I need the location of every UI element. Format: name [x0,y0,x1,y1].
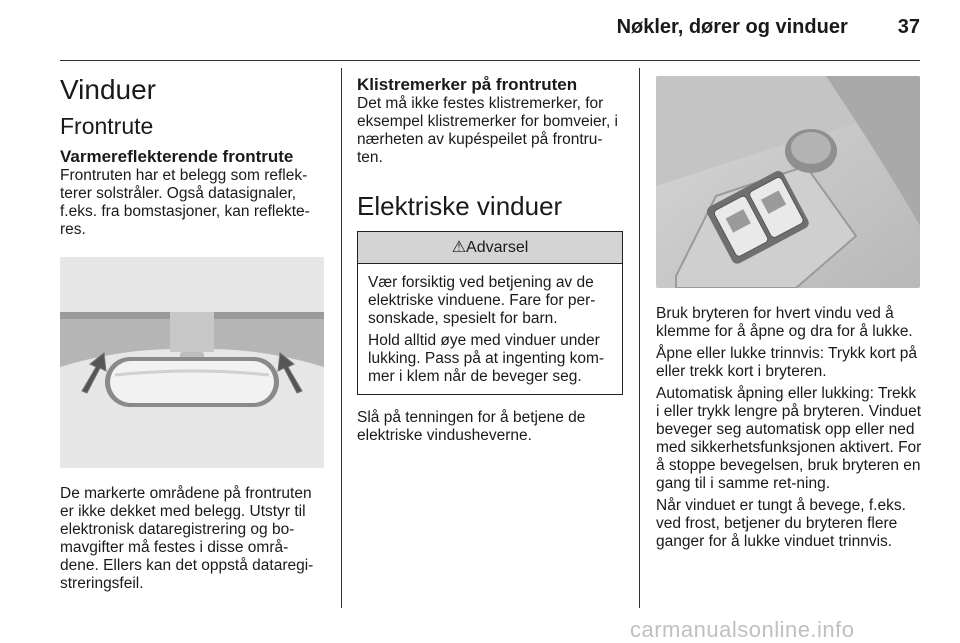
warning-paragraph-2: Hold alltid øye med vinduer under lukking. Pass på at ingenting kom-mer i klem når de beveger seg. [368,332,605,385]
subsection-title: Frontrute [60,113,154,139]
reflective-paragraph: Frontruten har et belegg som reflek-terer solstråler. Også datasignaler, f.eks. fra bomstasjoner, kan reflekte-res. [60,167,310,238]
column-right [656,76,922,551]
column-left [60,75,326,593]
window-switch-figure [656,76,920,288]
warning-header [358,232,622,264]
electric-windows-heading: Elektriske vinduer [357,191,563,221]
ignition-paragraph: Slå på tenningen for å betjene de elektriske vindusheverne. [357,409,586,444]
column-middle [357,75,623,445]
header-title: Nøkler, dører og vinduer [616,16,848,38]
switch-usage-paragraph: Bruk bryteren for hvert vindu ved å klemme for å åpne og dra for å lukke. [656,305,913,340]
stickers-paragraph: Det må ikke festes klistremerker, for eksempel klistremerker for bomveier, i nærheten av kupéspeilet på frontru-ten. [357,95,618,166]
column-divider-1 [341,68,342,608]
stepwise-paragraph: Åpne eller lukke trinnvis: Trykk kort på eller trekk kort i bryteren. [656,345,918,380]
section-title: Vinduer [60,74,157,105]
window-switch-panel-illustration [656,76,920,288]
page-header [617,16,920,39]
warning-triangle-icon: ⚠ [451,239,467,256]
heating-reflective-heading: Varmereflekterende frontrute [60,147,294,166]
warning-body [358,264,622,394]
stickers-heading: Klistremerker på frontruten [357,75,578,94]
warning-box [357,231,623,395]
automatic-paragraph: Automatisk åpning eller lukking: Trekk i eller trykk lengre på bryteren. Vinduet beveger seg automatisk opp eller ned med sikkerhetsfunksjonen aktivert. For å stoppe bevegelsen, bruk bryteren en gang til i samme ret-ning. [656,385,922,492]
frost-paragraph: Når vinduet er tungt å bevege, f.eks. ved frost, betjener du bryteren flere ganger for å lukke vinduet trinnvis. [656,497,906,550]
watermark: carmanualsonline.info [630,617,855,642]
page-number: 37 [897,16,920,38]
column-divider-2 [639,68,640,608]
rearview-mirror-arrows-illustration [60,257,324,468]
marked-areas-paragraph: De markerte områdene på frontruten er ikke dekket med belegg. Utstyr til elektronisk dataregistrering og bo-mavgifter må festes i disse områ-dene. Ellers kan det oppstå dataregi-streringsfeil. [60,485,314,592]
header-rule [60,60,920,61]
warning-title: Advarsel [466,239,529,256]
rearview-mirror-figure [60,257,324,468]
warning-paragraph-1: Vær forsiktig ved betjening av de elektriske vinduene. Fare for per-sonskade, spesielt for barn. [368,274,596,327]
